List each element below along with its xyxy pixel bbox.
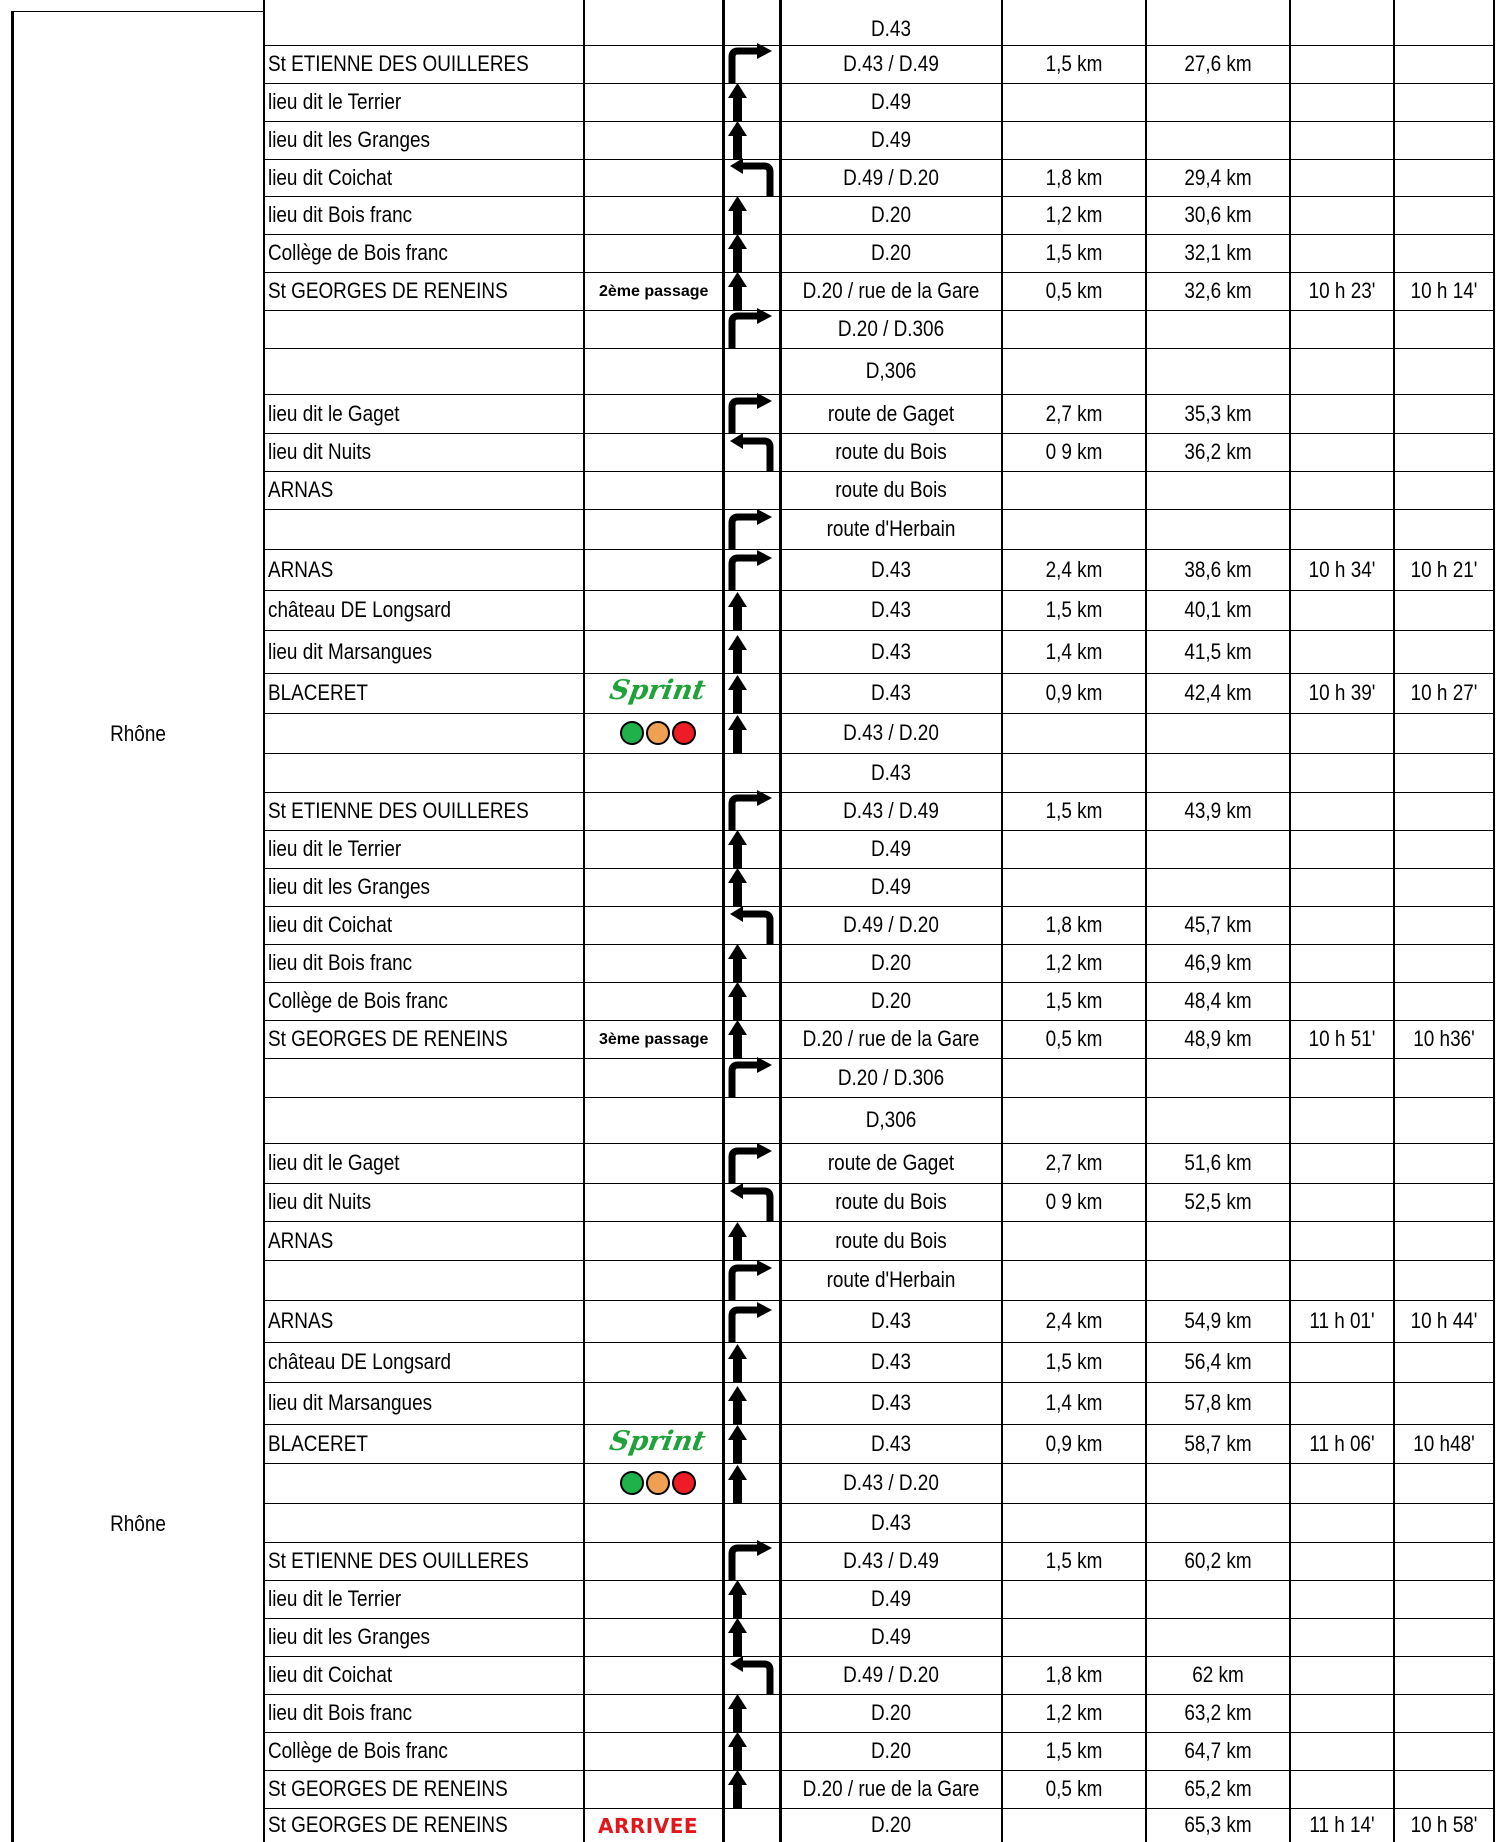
location-name: lieu dit le Terrier xyxy=(268,89,402,114)
partial-distance: 0 9 km xyxy=(1045,439,1103,464)
road-name: D.49 / D.20 xyxy=(843,164,939,190)
top-border xyxy=(12,11,264,12)
straight-arrow-icon xyxy=(725,1463,771,1503)
location-name: St GEORGES DE RENEINS xyxy=(268,1026,508,1051)
road-name: D.20 / rue de la Gare xyxy=(802,278,980,303)
road-name: route d'Herbain xyxy=(826,516,956,541)
road-name: D.49 xyxy=(871,1624,911,1649)
time-slow: 10 h36' xyxy=(1413,1026,1475,1051)
total-distance: 48,9 km xyxy=(1184,1026,1252,1051)
location-name: St GEORGES DE RENEINS xyxy=(268,278,508,303)
location-name: lieu dit le Terrier xyxy=(268,1586,402,1611)
location-name: lieu dit Coichat xyxy=(268,912,393,937)
road-name: D.49 / D.20 xyxy=(843,1662,939,1687)
turn-left-arrow-icon xyxy=(728,1654,774,1694)
light-red-icon xyxy=(672,721,696,745)
time-fast: 11 h 01' xyxy=(1309,1308,1375,1333)
turn-right-arrow-icon xyxy=(728,509,774,549)
location-name: St ETIENNE DES OUILLERES xyxy=(268,798,529,823)
turn-right-arrow-icon xyxy=(728,1057,774,1097)
time-slow: 10 h 14' xyxy=(1410,278,1478,303)
straight-arrow-icon xyxy=(725,1616,771,1656)
straight-arrow-icon xyxy=(725,1018,771,1058)
partial-distance: 1,5 km xyxy=(1045,51,1103,76)
location-name: lieu dit le Gaget xyxy=(268,400,400,426)
road-name: D,306 xyxy=(865,1107,917,1132)
straight-arrow-icon xyxy=(725,270,771,310)
partial-distance: 1,2 km xyxy=(1045,950,1103,975)
passage-note: 2ème passage xyxy=(599,283,709,300)
location-name: ARNAS xyxy=(268,477,334,502)
partial-distance: 1,8 km xyxy=(1045,1662,1103,1687)
location-name: lieu dit Bois franc xyxy=(268,950,413,975)
location-name: lieu dit le Gaget xyxy=(268,1150,400,1175)
road-name: D.20 xyxy=(871,950,911,975)
straight-arrow-icon xyxy=(725,713,771,753)
location-name: château DE Longsard xyxy=(268,1349,452,1374)
total-distance: 51,6 km xyxy=(1184,1150,1252,1175)
road-name: D.43 xyxy=(871,1349,911,1374)
sprint-label: Sprint xyxy=(607,1425,708,1457)
road-name: D.20 / rue de la Gare xyxy=(802,1776,980,1801)
total-distance: 56,4 km xyxy=(1184,1349,1252,1374)
road-name: D.43 xyxy=(871,680,911,705)
road-name: route du Bois xyxy=(835,1227,947,1253)
location-name: St GEORGES DE RENEINS xyxy=(268,1776,508,1801)
partial-distance: 2,7 km xyxy=(1045,1150,1103,1175)
road-name: D.20 / D.306 xyxy=(837,316,945,341)
straight-arrow-icon xyxy=(725,1342,771,1382)
straight-arrow-icon xyxy=(725,119,771,159)
location-name: lieu dit Nuits xyxy=(268,1189,372,1214)
road-name: route du Bois xyxy=(835,1189,947,1214)
light-green-icon xyxy=(620,1471,644,1495)
road-name: D.49 xyxy=(871,836,911,861)
total-distance: 48,4 km xyxy=(1184,988,1252,1013)
passage-note: 3ème passage xyxy=(599,1031,709,1048)
light-orange-icon xyxy=(646,721,670,745)
turn-right-arrow-icon xyxy=(728,1260,774,1300)
partial-distance: 1,4 km xyxy=(1045,1390,1103,1415)
total-distance: 35,3 km xyxy=(1184,400,1252,426)
turn-right-arrow-icon xyxy=(728,790,774,830)
road-name: D.20 xyxy=(871,1700,911,1725)
partial-distance: 0,5 km xyxy=(1045,278,1103,303)
total-distance: 30,6 km xyxy=(1184,202,1252,227)
road-name: D.20 xyxy=(871,988,911,1013)
road-name: D.43 xyxy=(871,1430,911,1456)
location-name: lieu dit le Terrier xyxy=(268,836,402,861)
road-name: D.43 xyxy=(871,1308,911,1333)
road-name: D.43 / D.49 xyxy=(843,1548,939,1573)
light-orange-icon xyxy=(646,1471,670,1495)
total-distance: 27,6 km xyxy=(1184,51,1252,76)
straight-arrow-icon xyxy=(725,633,771,673)
time-fast: 11 h 06' xyxy=(1309,1430,1375,1456)
total-distance: 38,6 km xyxy=(1184,556,1252,582)
time-fast: 10 h 34' xyxy=(1308,556,1376,582)
total-distance: 43,9 km xyxy=(1184,798,1252,823)
partial-distance: 1,5 km xyxy=(1045,597,1103,622)
straight-arrow-icon xyxy=(725,1768,771,1808)
road-name: D.49 xyxy=(871,1586,911,1611)
partial-distance: 1,8 km xyxy=(1045,912,1103,937)
total-distance: 63,2 km xyxy=(1184,1700,1252,1725)
road-name: route de Gaget xyxy=(827,400,955,426)
arrivee-label: ARRIVEE xyxy=(598,1814,699,1838)
time-slow: 10 h48' xyxy=(1413,1430,1475,1456)
location-name: lieu dit Bois franc xyxy=(268,1700,413,1725)
partial-distance: 0,9 km xyxy=(1045,680,1103,705)
location-name: lieu dit les Granges xyxy=(268,127,430,152)
turn-left-arrow-icon xyxy=(728,156,774,196)
partial-distance: 1,5 km xyxy=(1045,1349,1103,1374)
location-name: BLACERET xyxy=(268,1430,368,1456)
location-name: St GEORGES DE RENEINS xyxy=(268,1812,508,1837)
road-name: D.43 / D.20 xyxy=(843,1470,939,1495)
turn-left-arrow-icon xyxy=(728,1181,774,1221)
total-distance: 36,2 km xyxy=(1184,439,1252,464)
total-distance: 29,4 km xyxy=(1184,164,1252,190)
location-name: St ETIENNE DES OUILLERES xyxy=(268,51,529,76)
total-distance: 60,2 km xyxy=(1184,1548,1252,1573)
straight-arrow-icon xyxy=(725,1423,771,1463)
total-distance: 45,7 km xyxy=(1184,912,1252,937)
road-name: D.43 xyxy=(871,1509,911,1535)
road-name: D.43 / D.49 xyxy=(843,798,939,823)
location-name: lieu dit Marsangues xyxy=(268,1390,433,1415)
partial-distance: 2,7 km xyxy=(1045,400,1103,426)
road-name: D.20 xyxy=(871,1738,911,1763)
total-distance: 54,9 km xyxy=(1184,1308,1252,1333)
total-distance: 64,7 km xyxy=(1184,1738,1252,1763)
total-distance: 52,5 km xyxy=(1184,1189,1252,1214)
turn-right-arrow-icon xyxy=(728,1143,774,1183)
partial-distance: 1,5 km xyxy=(1045,1738,1103,1763)
time-slow: 10 h 44' xyxy=(1410,1308,1478,1333)
road-name: route du Bois xyxy=(835,477,947,502)
location-name: Collège de Bois franc xyxy=(268,1738,448,1763)
straight-arrow-icon xyxy=(725,1384,771,1424)
column-line-left xyxy=(11,11,14,1842)
straight-arrow-icon xyxy=(725,673,771,713)
road-name: D.20 / D.306 xyxy=(837,1064,945,1090)
light-green-icon xyxy=(620,721,644,745)
road-name: D.43 xyxy=(871,556,911,582)
total-distance: 42,4 km xyxy=(1184,680,1252,705)
location-name: lieu dit les Granges xyxy=(268,1624,430,1649)
department-label: Rhône xyxy=(110,1510,166,1536)
road-name: D.43 / D.20 xyxy=(843,720,939,745)
location-name: ARNAS xyxy=(268,1227,334,1253)
time-fast: 10 h 39' xyxy=(1308,680,1376,705)
time-fast: 11 h 14' xyxy=(1309,1812,1375,1837)
location-name: lieu dit Bois franc xyxy=(268,202,413,227)
road-name: D.43 xyxy=(871,597,911,622)
location-name: lieu dit les Granges xyxy=(268,874,430,899)
road-name: D.20 xyxy=(871,202,911,227)
partial-distance: 0,9 km xyxy=(1045,1430,1103,1456)
total-distance: 40,1 km xyxy=(1184,597,1252,622)
partial-distance: 1,5 km xyxy=(1045,1548,1103,1573)
straight-arrow-icon xyxy=(725,828,771,868)
road-name: route du Bois xyxy=(835,439,947,464)
straight-arrow-icon xyxy=(725,194,771,234)
partial-distance: 1,5 km xyxy=(1045,240,1103,265)
location-name: Collège de Bois franc xyxy=(268,988,448,1013)
road-name: D.20 xyxy=(871,240,911,265)
location-name: château DE Longsard xyxy=(268,597,452,622)
department-label: Rhône xyxy=(110,721,166,746)
straight-arrow-icon xyxy=(725,980,771,1020)
sprint-label: Sprint xyxy=(607,675,708,706)
turn-left-arrow-icon xyxy=(728,431,774,471)
total-distance: 62 km xyxy=(1192,1662,1244,1687)
partial-distance: 1,5 km xyxy=(1045,798,1103,823)
turn-left-arrow-icon xyxy=(728,904,774,944)
straight-arrow-icon xyxy=(725,1220,771,1260)
partial-distance: 1,8 km xyxy=(1045,164,1103,190)
light-red-icon xyxy=(672,1471,696,1495)
total-distance: 65,2 km xyxy=(1184,1776,1252,1801)
total-distance: 57,8 km xyxy=(1184,1390,1252,1415)
traffic-light-icon xyxy=(620,721,696,745)
time-fast: 10 h 51' xyxy=(1308,1026,1376,1051)
location-name: lieu dit Coichat xyxy=(268,164,393,190)
total-distance: 32,6 km xyxy=(1184,278,1252,303)
total-distance: 46,9 km xyxy=(1184,950,1252,975)
partial-distance: 0,5 km xyxy=(1045,1776,1103,1801)
road-name: D.43 xyxy=(871,759,911,785)
straight-arrow-icon xyxy=(725,1730,771,1770)
road-name: D.43 xyxy=(871,638,911,664)
road-name: D.49 xyxy=(871,127,911,152)
partial-distance: 1,2 km xyxy=(1045,202,1103,227)
straight-arrow-icon xyxy=(725,866,771,906)
road-name: D.49 xyxy=(871,874,911,899)
total-distance: 32,1 km xyxy=(1184,240,1252,265)
traffic-light-icon xyxy=(620,1471,696,1495)
straight-arrow-icon xyxy=(725,81,771,121)
road-name: D.20 / rue de la Gare xyxy=(802,1026,980,1051)
road-name: D.43 xyxy=(871,1390,911,1415)
total-distance: 41,5 km xyxy=(1184,638,1252,664)
turn-right-arrow-icon xyxy=(728,43,774,83)
partial-distance: 0,5 km xyxy=(1045,1026,1103,1051)
partial-distance: 1,2 km xyxy=(1045,1700,1103,1725)
road-name: D,306 xyxy=(865,358,917,383)
total-distance: 65,3 km xyxy=(1184,1812,1252,1837)
partial-distance: 1,4 km xyxy=(1045,638,1103,664)
turn-right-arrow-icon xyxy=(728,1540,774,1580)
straight-arrow-icon xyxy=(725,232,771,272)
location-name: St ETIENNE DES OUILLERES xyxy=(268,1548,529,1573)
partial-distance: 0 9 km xyxy=(1045,1189,1103,1214)
location-name: Collège de Bois franc xyxy=(268,240,448,265)
road-name: D.49 / D.20 xyxy=(843,912,939,937)
turn-right-arrow-icon xyxy=(728,308,774,348)
location-name: lieu dit Nuits xyxy=(268,439,372,464)
time-slow: 10 h 58' xyxy=(1410,1812,1478,1837)
turn-right-arrow-icon xyxy=(728,393,774,433)
location-name: BLACERET xyxy=(268,680,368,705)
straight-arrow-icon xyxy=(725,1578,771,1618)
partial-distance: 1,5 km xyxy=(1045,988,1103,1013)
partial-distance: 2,4 km xyxy=(1045,556,1103,582)
road-name: D.49 xyxy=(871,89,911,114)
road-name: D.20 xyxy=(871,1812,911,1837)
straight-arrow-icon xyxy=(725,590,771,630)
road-name: route de Gaget xyxy=(827,1150,955,1175)
road-name: D.43 / D.49 xyxy=(843,51,939,76)
time-fast: 10 h 23' xyxy=(1308,278,1376,303)
turn-right-arrow-icon xyxy=(728,550,774,590)
straight-arrow-icon xyxy=(725,1692,771,1732)
location-name: ARNAS xyxy=(268,556,334,582)
location-name: ARNAS xyxy=(268,1308,334,1333)
location-name: lieu dit Marsangues xyxy=(268,638,433,664)
straight-arrow-icon xyxy=(725,942,771,982)
road-name: route d'Herbain xyxy=(826,1267,956,1292)
time-slow: 10 h 21' xyxy=(1410,556,1478,582)
location-name: lieu dit Coichat xyxy=(268,1662,393,1687)
turn-right-arrow-icon xyxy=(728,1302,774,1342)
partial-distance: 2,4 km xyxy=(1045,1308,1103,1333)
total-distance: 58,7 km xyxy=(1184,1430,1252,1456)
time-slow: 10 h 27' xyxy=(1410,680,1478,705)
road-name: D.43 xyxy=(871,15,911,41)
